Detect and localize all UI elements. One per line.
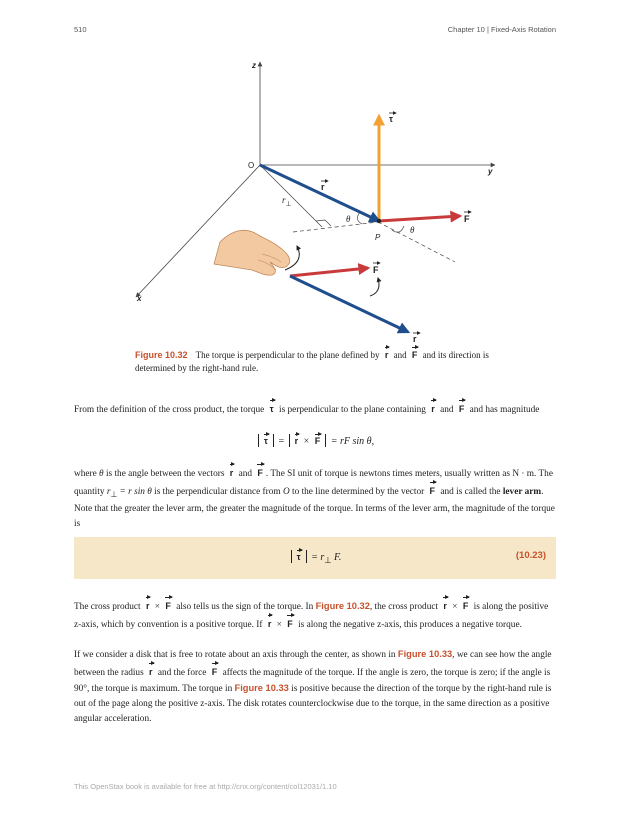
eq1-r: r [294,436,299,446]
rperp-label: $r_\perp$ [282,195,292,208]
origin-label: O [248,161,255,170]
perp-distance-line [260,165,322,227]
r-top-label: r [321,182,325,192]
p1-tau-vector: τ [270,400,274,417]
F-vector-bottom [290,268,368,276]
F-top-label: F [464,214,470,224]
p3-text-3: , the cross product [369,602,439,612]
x-label: x [137,294,142,303]
figure-label: Figure 10.32 [135,350,188,360]
paragraph-sign-of-torque [74,597,556,633]
eq2-rhs-a: = r [311,552,325,563]
P-label: P [375,233,381,242]
p2-rperp: r [106,487,111,497]
figure-10-33-link-2[interactable]: Figure 10.33 [234,683,289,693]
p1-and: and [440,405,454,415]
p2-O: O [282,487,290,497]
figure-10-33-link-1[interactable]: Figure 10.33 [397,649,453,659]
curl-arrow-2 [370,278,379,296]
p3-r2-vector: r [443,597,447,614]
p2-rperp-sub: ⊥ [110,489,118,499]
F-vector-top [379,216,460,221]
p2-rperp-def: = r sin θ [119,487,152,497]
tau-label: τ [389,114,394,124]
equation-lever-arm [74,550,556,565]
p3-text-4: is along the positive z-axis, which by convention is a positive torque. If [74,602,549,630]
eq1-equals: = [278,436,285,447]
p2-text-4: . The quantity [74,469,553,497]
eq2-sub: ⊥ [324,556,332,565]
p3-F3-vector: F [287,615,293,632]
p4-text-3: and the force [157,668,207,678]
p2-unit: N · m [512,469,535,479]
p3-F2-vector: F [463,597,469,614]
p3-r3-vector: r [268,615,272,632]
p3-times-2: × [452,602,458,612]
point-P [377,219,381,223]
p1-text-2: is perpendicular to the plane containing [278,405,426,415]
eq1-times: × [303,436,310,447]
figure-10-32-link[interactable]: Figure 10.32 [315,601,370,611]
p4-text-4: affects the magnitude of the torque. If the angle is zero, the torque is zero; if the angle is [222,668,551,678]
r-vector-top [260,165,379,221]
chapter-title: Chapter 10 | Fixed-Axis Rotation [447,25,556,34]
p3-times: × [154,602,161,612]
p2-text-8: . Note that the greater the lever arm, the greater the magnitude of the torque. In terms of the lever arm, the magnitude of the torque is [74,487,555,529]
r-bottom-label: r [413,334,417,344]
p4-r-vector: r [149,663,153,680]
p2-theta: θ [99,469,104,479]
p2-text-2: is the angle between the vectors [105,469,225,479]
equation-torque-magnitude [74,434,556,447]
p1-r-vector: r [431,400,435,417]
p1-F-vector: F [459,400,465,417]
paragraph-lever-arm [74,464,556,532]
eq1-rhs: = rF sin θ, [330,436,375,447]
caption-text-1: The torque is perpendicular to the plane defined by [195,350,380,360]
p2-text-3: . The SI unit of torque is newtons times meters, usually written as [265,469,510,479]
paragraph-cross-product [74,400,556,418]
eq1-F: F [314,436,321,446]
equation-box-10-23 [74,537,556,579]
equation-number: (10.23) [515,550,546,561]
eq1-tau: τ [263,436,268,446]
p1-text-1: From the definition of the cross product, the torque [74,405,265,415]
p2-text-7: and is called the [440,487,501,497]
line-extension [378,222,455,262]
p3-text-1: The cross product [74,602,141,612]
p2-F2-vector: F [430,482,436,499]
p4-text-1: If we consider a disk that is free to rotate about an axis through the center, as shown in [74,650,396,660]
paragraph-disk-example [74,647,556,727]
torque-figure [120,50,510,345]
p4-F-vector: F [212,663,218,680]
theta-arc-2 [392,226,404,232]
lever-arm-term: lever arm [502,487,542,497]
p3-times-3: × [276,620,282,630]
caption-text-2: and its direction is determined by the right-hand rule. [135,350,489,373]
page-number: 510 [74,25,87,34]
r-vector-bottom [290,276,408,332]
p3-text-2: also tells us the sign of the torque. In [176,602,314,612]
p4-degrees: 90° [74,684,88,694]
p3-F-vector: F [165,597,171,614]
z-label: z [252,61,256,70]
theta-2-label: θ [410,225,415,235]
p3-r-vector: r [146,597,150,614]
p4-text-2: , we can see how the angle between the radius [74,650,552,678]
caption-r-vector: r [385,347,389,362]
eq2-tau: τ [296,552,301,562]
y-label: y [488,167,493,176]
p3-text-5: is along the negative z-axis, this produces a negative torque. [298,620,522,630]
figure-caption [135,347,495,375]
p4-text-6: is positive because the direction of the torque by the right-hand rule is out of the page along the positive z-axis. The disk rotates counterclockwise due to the torque, in the same direction as a positive angular acceleration. [74,684,552,724]
p2-F-vector: F [257,464,263,481]
F-bottom-label: F [373,265,379,275]
eq2-rhs-b: F. [334,552,342,563]
caption-F-vector: F [412,347,418,362]
p2-text-5: is the perpendicular distance from [154,487,281,497]
p2-text-1: where [74,469,97,479]
right-hand-illustration [214,230,290,275]
caption-and: and [393,350,407,360]
p2-text-6: to the line determined by the vector [292,487,425,497]
theta-1-label: θ [346,214,351,224]
line-of-action [293,222,378,232]
p4-text-5: , the torque is maximum. The torque in [87,684,233,694]
page-footer: This OpenStax book is available for free at http://cnx.org/content/col12031/1.10 [74,782,337,791]
p1-text-3: and has magnitude [469,405,540,415]
p2-r-vector: r [230,464,234,481]
p2-and: and [238,469,253,479]
